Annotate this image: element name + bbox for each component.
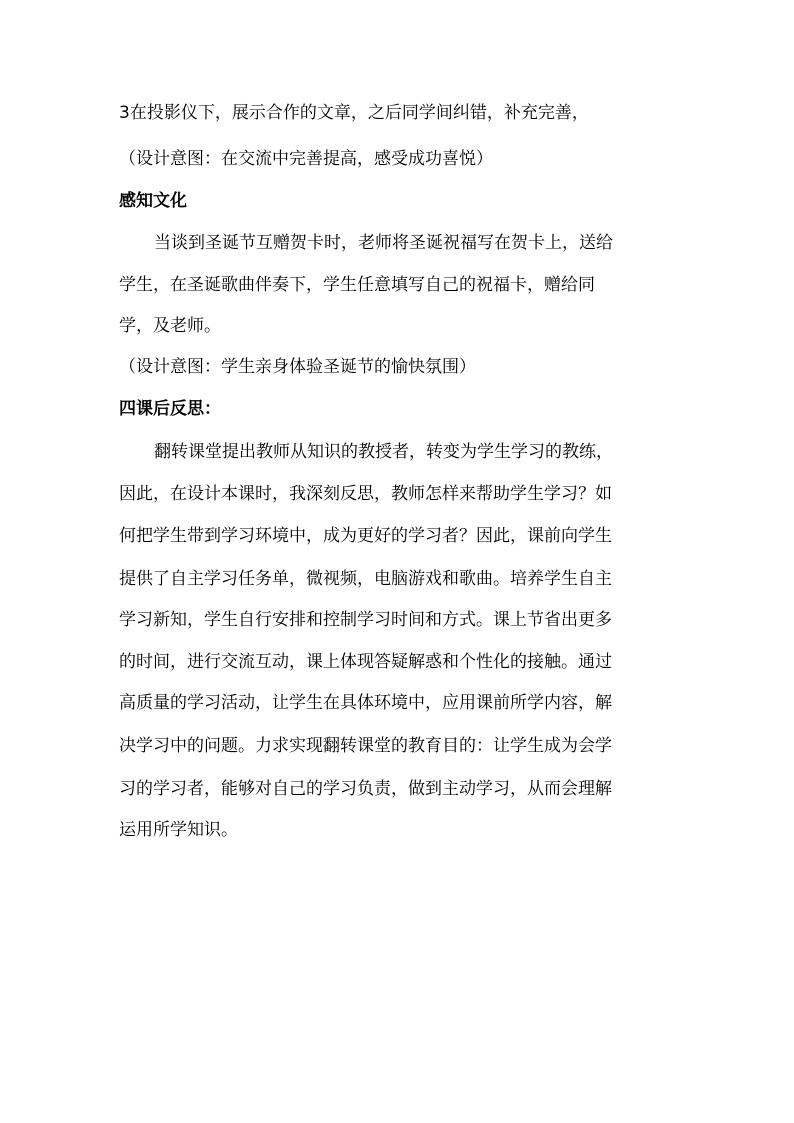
- section-heading-reflection: 四课后反思：: [119, 399, 221, 419]
- reflection-paragraph-line-10: 运用所学知识。: [119, 820, 238, 840]
- reflection-paragraph-line-7: 高质量的学习活动，让学生在具体环境中，应用课前所学内容，解: [119, 693, 612, 713]
- reflection-paragraph-line-8: 决学习中的问题。力求实现翻转课堂的教育目的：让学生成为会学: [119, 736, 612, 756]
- culture-paragraph-line-1: 当谈到圣诞节互赠贺卡时，老师将圣诞祝福写在贺卡上，送给: [154, 233, 613, 253]
- reflection-paragraph-line-9: 习的学习者，能够对自己的学习负责，做到主动学习，从而会理解: [119, 779, 612, 799]
- reflection-paragraph-line-2: 因此，在设计本课时，我深刻反思，教师怎样来帮助学生学习？如: [119, 484, 612, 504]
- design-intent-2: （设计意图：学生亲身体验圣诞节的愉快氛围）: [119, 357, 476, 377]
- reflection-paragraph-line-1: 翻转课堂提出教师从知识的教授者，转变为学生学习的教练，: [154, 442, 613, 462]
- reflection-paragraph-line-5: 学习新知，学生自行安排和控制学习时间和方式。课上节省出更多: [119, 610, 612, 630]
- step-3-text: 3在投影仪下，展示合作的文章，之后同学间纠错，补充完善，: [119, 103, 589, 123]
- design-intent-1: （设计意图：在交流中完善提高，感受成功喜悦）: [119, 149, 493, 169]
- reflection-paragraph-line-3: 何把学生带到学习环境中，成为更好的学习者？因此，课前向学生: [119, 526, 612, 546]
- section-heading-culture: 感知文化: [119, 191, 187, 211]
- reflection-paragraph-line-6: 的时间，进行交流互动，课上体现答疑解惑和个性化的接触。通过: [119, 652, 612, 672]
- reflection-paragraph-line-4: 提供了自主学习任务单，微视频，电脑游戏和歌曲。培养学生自主: [119, 569, 612, 589]
- culture-paragraph-line-2: 学生，在圣诞歌曲伴奏下，学生任意填写自己的祝福卡，赠给同: [119, 275, 595, 295]
- culture-paragraph-line-3: 学，及老师。: [119, 316, 221, 336]
